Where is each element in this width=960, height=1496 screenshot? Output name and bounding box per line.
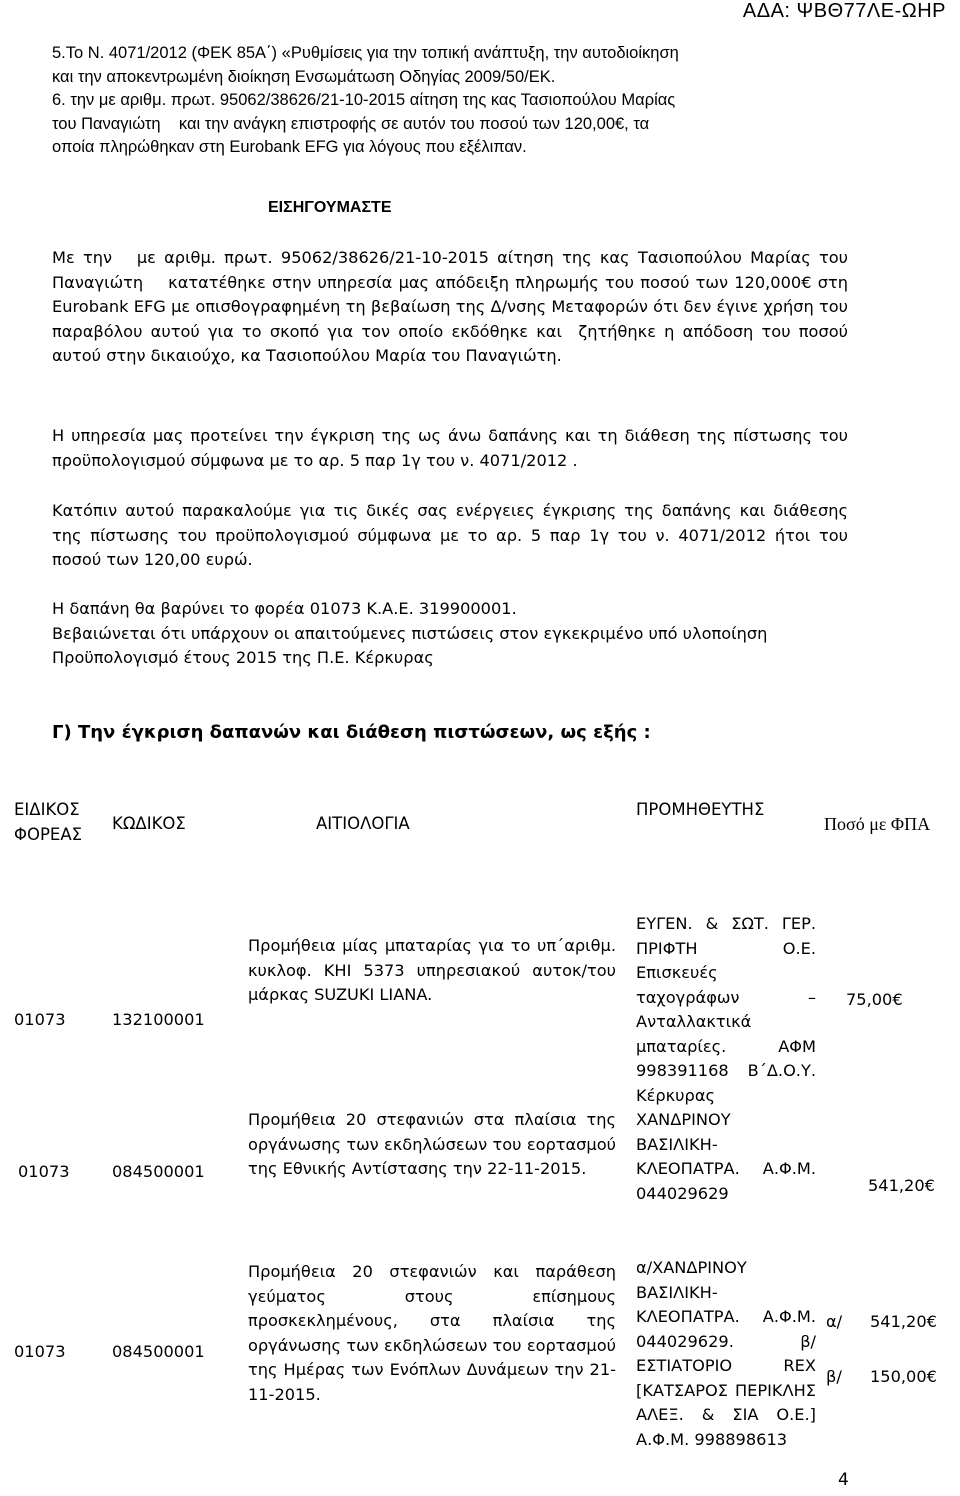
- poso-a: [826, 1310, 960, 1335]
- aitiologia-text: Προμήθεια 20 στεφανιών στα πλαίσια της οργάνωσης των εκδηλώσεων του εορτασμού της Εθνικής Αντίστασης την 22-11-2015.: [248, 1110, 616, 1178]
- paragraph-request: [52, 246, 854, 369]
- page-number: 4: [838, 1470, 849, 1490]
- header-promitheftis: ΠΡΟΜΗΘΕΥΤΗΣ: [636, 800, 765, 819]
- eisigoumaste-heading: ΕΙΣΗΓΟΥΜΑΣΤΕ: [268, 199, 392, 216]
- cell-kodikos: 132100001: [112, 1010, 205, 1029]
- header-kodikos: ΚΩΔΙΚΟΣ: [112, 814, 186, 833]
- ada-code: ΑΔΑ: ΨΒΘ77ΛΕ-ΩΗΡ: [742, 0, 946, 22]
- header-foreas: [0, 792, 108, 862]
- preamble-line: 5.Το Ν. 4071/2012 (ΦΕΚ 85Α΄) «Ρυθμίσεις για την τοπική ανάπτυξη, την αυτοδιοίκηση: [52, 44, 679, 62]
- poso-b: [826, 1365, 960, 1390]
- header-aitiologia: ΑΙΤΙΟΛΟΓΙΑ: [316, 814, 410, 833]
- header-poso: Ποσό με ΦΠΑ: [824, 814, 931, 834]
- cell-aitiologia: [218, 1248, 632, 1458]
- cell-promitheftis: [632, 912, 820, 1108]
- table-row: [0, 1248, 960, 1458]
- cell-foreas: 01073: [18, 1162, 70, 1181]
- paragraph-request-approval: [52, 499, 848, 573]
- paragraph-budget: [52, 597, 848, 671]
- cell-foreas: 01073: [14, 1342, 66, 1361]
- header-foreas-line1: ΕΙΔΙΚΟΣ: [14, 800, 80, 819]
- cell-poso: 75,00€: [846, 990, 903, 1009]
- cell-promitheftis: [632, 1108, 820, 1248]
- promitheftis-text: α/ΧΑΝΔΡΙΝΟΥ ΒΑΣΙΛΙΚΗ- ΚΛΕΟΠΑΤΡΑ. Α.Φ.Μ. 044029629. β/ΕΣΤΙΑΤΟΡΙΟ REX [ΚΑΤΣΑΡΟΣ ΠΕΡΙΚΛΗΣ ΑΛΕΞ. & ΣΙΑ Ο.Ε.] Α.Φ.Μ. 998898613: [636, 1258, 816, 1449]
- table-row: [0, 1108, 960, 1248]
- poso-b-value: 150,00€: [870, 1366, 937, 1386]
- budget-line: Προϋπολογισμό έτους 2015 της Π.Ε. Κέρκυρας: [52, 648, 434, 667]
- cell-kodikos: 084500001: [112, 1162, 205, 1181]
- section-heading: Γ) Την έγκριση δαπανών και διάθεση πιστώσεων, ως εξής :: [52, 722, 651, 743]
- preamble-line: του Παναγιώτη και την ανάγκη επιστροφής σε αυτόν του ποσού των 120,00€, τα: [52, 114, 650, 133]
- paragraph-text: Η υπηρεσία μας προτείνει την έγκριση της ως άνω δαπάνης και τη διάθεση της πίστωσης του προϋπολογισμού σύμφωνα με το αρ. 5 παρ 1γ του ν. 4071/2012 .: [52, 426, 848, 470]
- cell-aitiologia: [218, 1108, 632, 1248]
- preamble: [52, 42, 862, 160]
- expenses-table: [0, 792, 960, 1458]
- budget-line: Βεβαιώνεται ότι υπάρχουν οι απαιτούμενες πιστώσεις στον εγκεκριμένο υπό υλοποίηση: [52, 623, 768, 643]
- aitiologia-text: Προμήθεια μίας μπαταρίας για το υπ΄αριθμ. κυκλοφ. ΚΗΙ 5373 υπηρεσιακού αυτοκ/του μάρκας SUZUKI LIANA.: [248, 936, 616, 1004]
- cell-poso: 541,20€: [868, 1176, 935, 1195]
- promitheftis-text: ΕΥΓΕΝ. & ΣΩΤ. ΓΕΡ. ΠΡΙΦΤΗ Ο.Ε. Επισκευές ταχογράφων – Ανταλλακτικά μπαταρίες. ΑΦΜ 998391168 Β΄Δ.Ο.Υ. Κέρκυρας: [636, 914, 816, 1105]
- cell-kodikos: 084500001: [112, 1342, 205, 1361]
- poso-b-label: β/: [826, 1366, 842, 1386]
- preamble-line: και την αποκεντρωμένη διοίκηση Ενσωμάτωση Οδηγίας 2009/50/ΕΚ.: [52, 67, 556, 86]
- table-spacer: [0, 862, 960, 912]
- preamble-line: 6. την με αριθμ. πρωτ. 95062/38626/21-10-2015 αίτηση της κας Τασιοπούλου Μαρίας: [52, 91, 676, 109]
- poso-a-value: 541,20€: [870, 1312, 937, 1331]
- budget-line: Η δαπάνη θα βαρύνει το φορέα 01073 Κ.Α.Ε. 319900001.: [52, 599, 517, 618]
- promitheftis-text: ΧΑΝΔΡΙΝΟΥ ΒΑΣΙΛΙΚΗ- ΚΛΕΟΠΑΤΡΑ. Α.Φ.Μ. 044029629: [636, 1110, 816, 1203]
- poso-a-label: α/: [826, 1312, 843, 1331]
- paragraph-text: Με την με αριθμ. πρωτ. 95062/38626/21-10-2015 αίτηση της κας Τασιοπούλου Μαρίας του Παναγιώτη κατατέθηκε στην υπηρεσία μας απόδειξη πληρωμής του ποσού των 120,000€ στη Eurobank EFG με οπισθογραφημένη τη βεβαίωση της Δ/νσης Μεταφορών ότι δεν έγινε χρήση του παραβόλου αυτού για το σκοπό για τον οποίο εκδόθηκε και ζητήθηκε η απόδοση του ποσού αυτού στην δικαιούχο, κα Τασιοπούλου Μαρία του Παναγιώτη.: [52, 248, 854, 365]
- paragraph-proposal: [52, 424, 848, 473]
- table-row: [0, 912, 960, 1108]
- table-header-row: [0, 792, 960, 862]
- aitiologia-text: Προμήθεια 20 στεφανιών και παράθεση γεύματος στους επίσημους προσκεκλημένους, στα πλαίσια της οργάνωσης των εκδηλώσεων του εορτασμού της Ημέρας των Ενόπλων Δυνάμεων την 21-11-2015.: [248, 1262, 616, 1404]
- paragraph-text: Κατόπιν αυτού παρακαλούμε για τις δικές σας ενέργειες έγκρισης της δαπάνης και διάθεσης της πίστωσης του προϋπολογισμού σύμφωνα με το αρ. 5 παρ 1γ του ν. 4071/2012 ήτοι του ποσού των 120,00 ευρώ.: [52, 501, 848, 569]
- cell-promitheftis: [632, 1248, 820, 1458]
- cell-foreas: 01073: [14, 1010, 66, 1029]
- cell-poso: [820, 1248, 960, 1458]
- header-foreas-line2: ΦΟΡΕΑΣ: [14, 824, 83, 844]
- preamble-line: οποία πληρώθηκαν στη Eurobank EFG για λόγους που εξέλιπαν.: [52, 138, 527, 156]
- cell-aitiologia: [218, 912, 632, 1108]
